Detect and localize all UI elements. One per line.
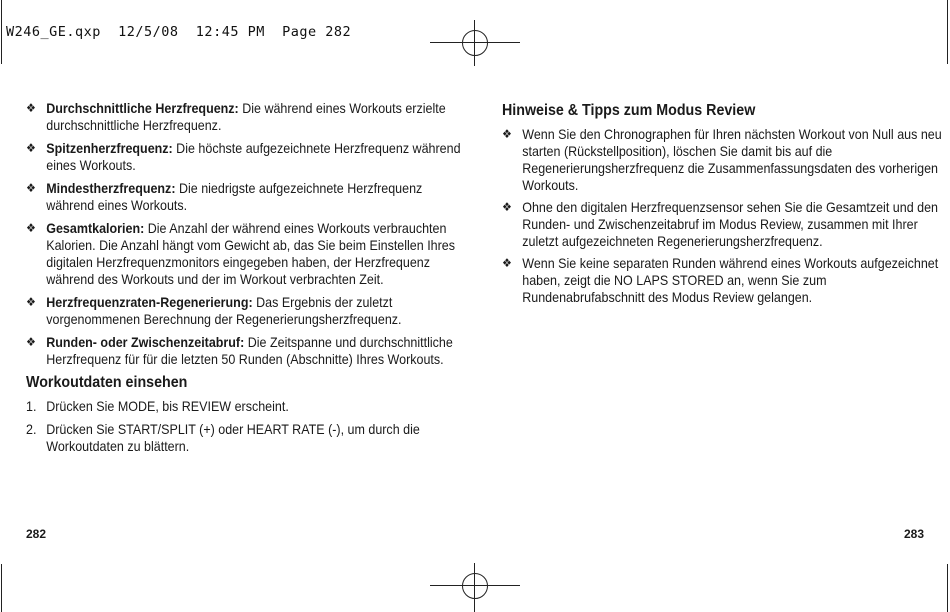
definition-list (26, 100, 461, 368)
registration-circle-top-icon (462, 30, 488, 56)
diamond-bullet-icon: ❖ (502, 200, 512, 214)
right-page (502, 102, 942, 311)
diamond-bullet-icon: ❖ (26, 181, 36, 195)
tips-list (502, 126, 942, 306)
tip-text: Wenn Sie den Chronographen für Ihren nächsten Workout von Null aus neu starten (Rückstellposition), löschen Sie damit bis auf die Regenerierungsherzfrequenz die Zusammenfassungsdaten des vorherigen Workouts. (522, 127, 942, 193)
tip-item (502, 199, 945, 250)
diamond-bullet-icon: ❖ (26, 101, 36, 115)
crop-mark-bottom-left (1, 564, 2, 612)
diamond-bullet-icon: ❖ (26, 295, 36, 309)
definition-item (26, 294, 473, 328)
print-slug: W246_GE.qxp 12/5/08 12:45 PM Page 282 (6, 24, 352, 40)
step-text: Drücken Sie START/SPLIT (+) oder HEART RATE (-), um durch die Workoutdaten zu blättern. (46, 422, 420, 454)
step-item (26, 398, 473, 415)
page-number-left: 282 (26, 527, 47, 541)
crop-mark-top-left (1, 0, 2, 64)
section-heading-hinweise: Hinweise & Tipps zum Modus Review (502, 102, 756, 119)
diamond-bullet-icon: ❖ (26, 141, 36, 155)
definition-term: Herzfrequenzraten-Regenerierung: (46, 295, 253, 310)
definition-text: Die höchste aufgezeichnete Herzfrequenz während eines Workouts. (46, 141, 461, 173)
left-page (26, 100, 461, 461)
tip-text: Wenn Sie keine separaten Runden während eines Workouts aufgezeichnet haben, zeigt die NO LAPS STORED an, wenn Sie zum Rundenabrufabschnitt des Modus Review gelangen. (522, 256, 939, 305)
diamond-bullet-icon: ❖ (26, 335, 36, 349)
step-number: 1. (26, 399, 37, 414)
tip-item (502, 126, 945, 194)
steps-list (26, 398, 456, 455)
definition-term: Runden- oder Zwischenzeitabruf: (46, 335, 245, 350)
step-text: Drücken Sie MODE, bis REVIEW erscheint. (46, 399, 289, 414)
definition-term: Mindestherzfrequenz: (46, 181, 176, 196)
definition-text: Die während eines Workouts erzielte durchschnittliche Herzfrequenz. (46, 101, 446, 133)
definition-term: Durchschnittliche Herzfrequenz: (46, 101, 239, 116)
definition-text: Die Zeitspanne und durchschnittliche Herzfrequenz für für die letzten 50 Runden (Abschnitte) Ihres Workouts. (46, 335, 453, 367)
registration-circle-bottom-icon (462, 573, 488, 599)
tip-item (502, 255, 945, 306)
tip-text: Ohne den digitalen Herzfrequenzsensor sehen Sie die Gesamtzeit und den Runden- und Zwischenzeitabruf im Modus Review, zusammen mit Ihrer zuletzt aufgezeichneten Regenerierungsherzfrequenz. (522, 200, 938, 249)
crop-mark-bottom-right (947, 564, 948, 612)
diamond-bullet-icon: ❖ (26, 221, 36, 235)
step-item (26, 421, 473, 455)
definition-item (26, 220, 473, 288)
definition-text: Das Ergebnis der zuletzt vorgenommenen Berechnung der Regenerierungsherzfrequenz. (46, 295, 402, 327)
step-number: 2. (26, 422, 37, 437)
definition-item (26, 140, 473, 174)
section-heading-workoutdaten: Workoutdaten einsehen (26, 374, 188, 391)
definition-item (26, 180, 473, 214)
crop-mark-top-right (947, 0, 948, 64)
definition-item (26, 334, 473, 368)
page-number-right: 283 (904, 527, 925, 541)
diamond-bullet-icon: ❖ (502, 127, 512, 141)
diamond-bullet-icon: ❖ (502, 256, 512, 270)
definition-text: Die niedrigste aufgezeichnete Herzfrequenz während eines Workouts. (46, 181, 423, 213)
definition-item (26, 100, 473, 134)
definition-text: Die Anzahl der während eines Workouts verbrauchten Kalorien. Die Anzahl hängt vom Gewicht ab, das Sie beim Einstellen Ihres digitalen Herzfrequenzmonitors eingegeben haben, der Herzfrequenz während des Workouts und der im Workout verbrachten Zeit. (46, 221, 456, 287)
definition-term: Spitzenherzfrequenz: (46, 141, 173, 156)
definition-term: Gesamtkalorien: (46, 221, 145, 236)
